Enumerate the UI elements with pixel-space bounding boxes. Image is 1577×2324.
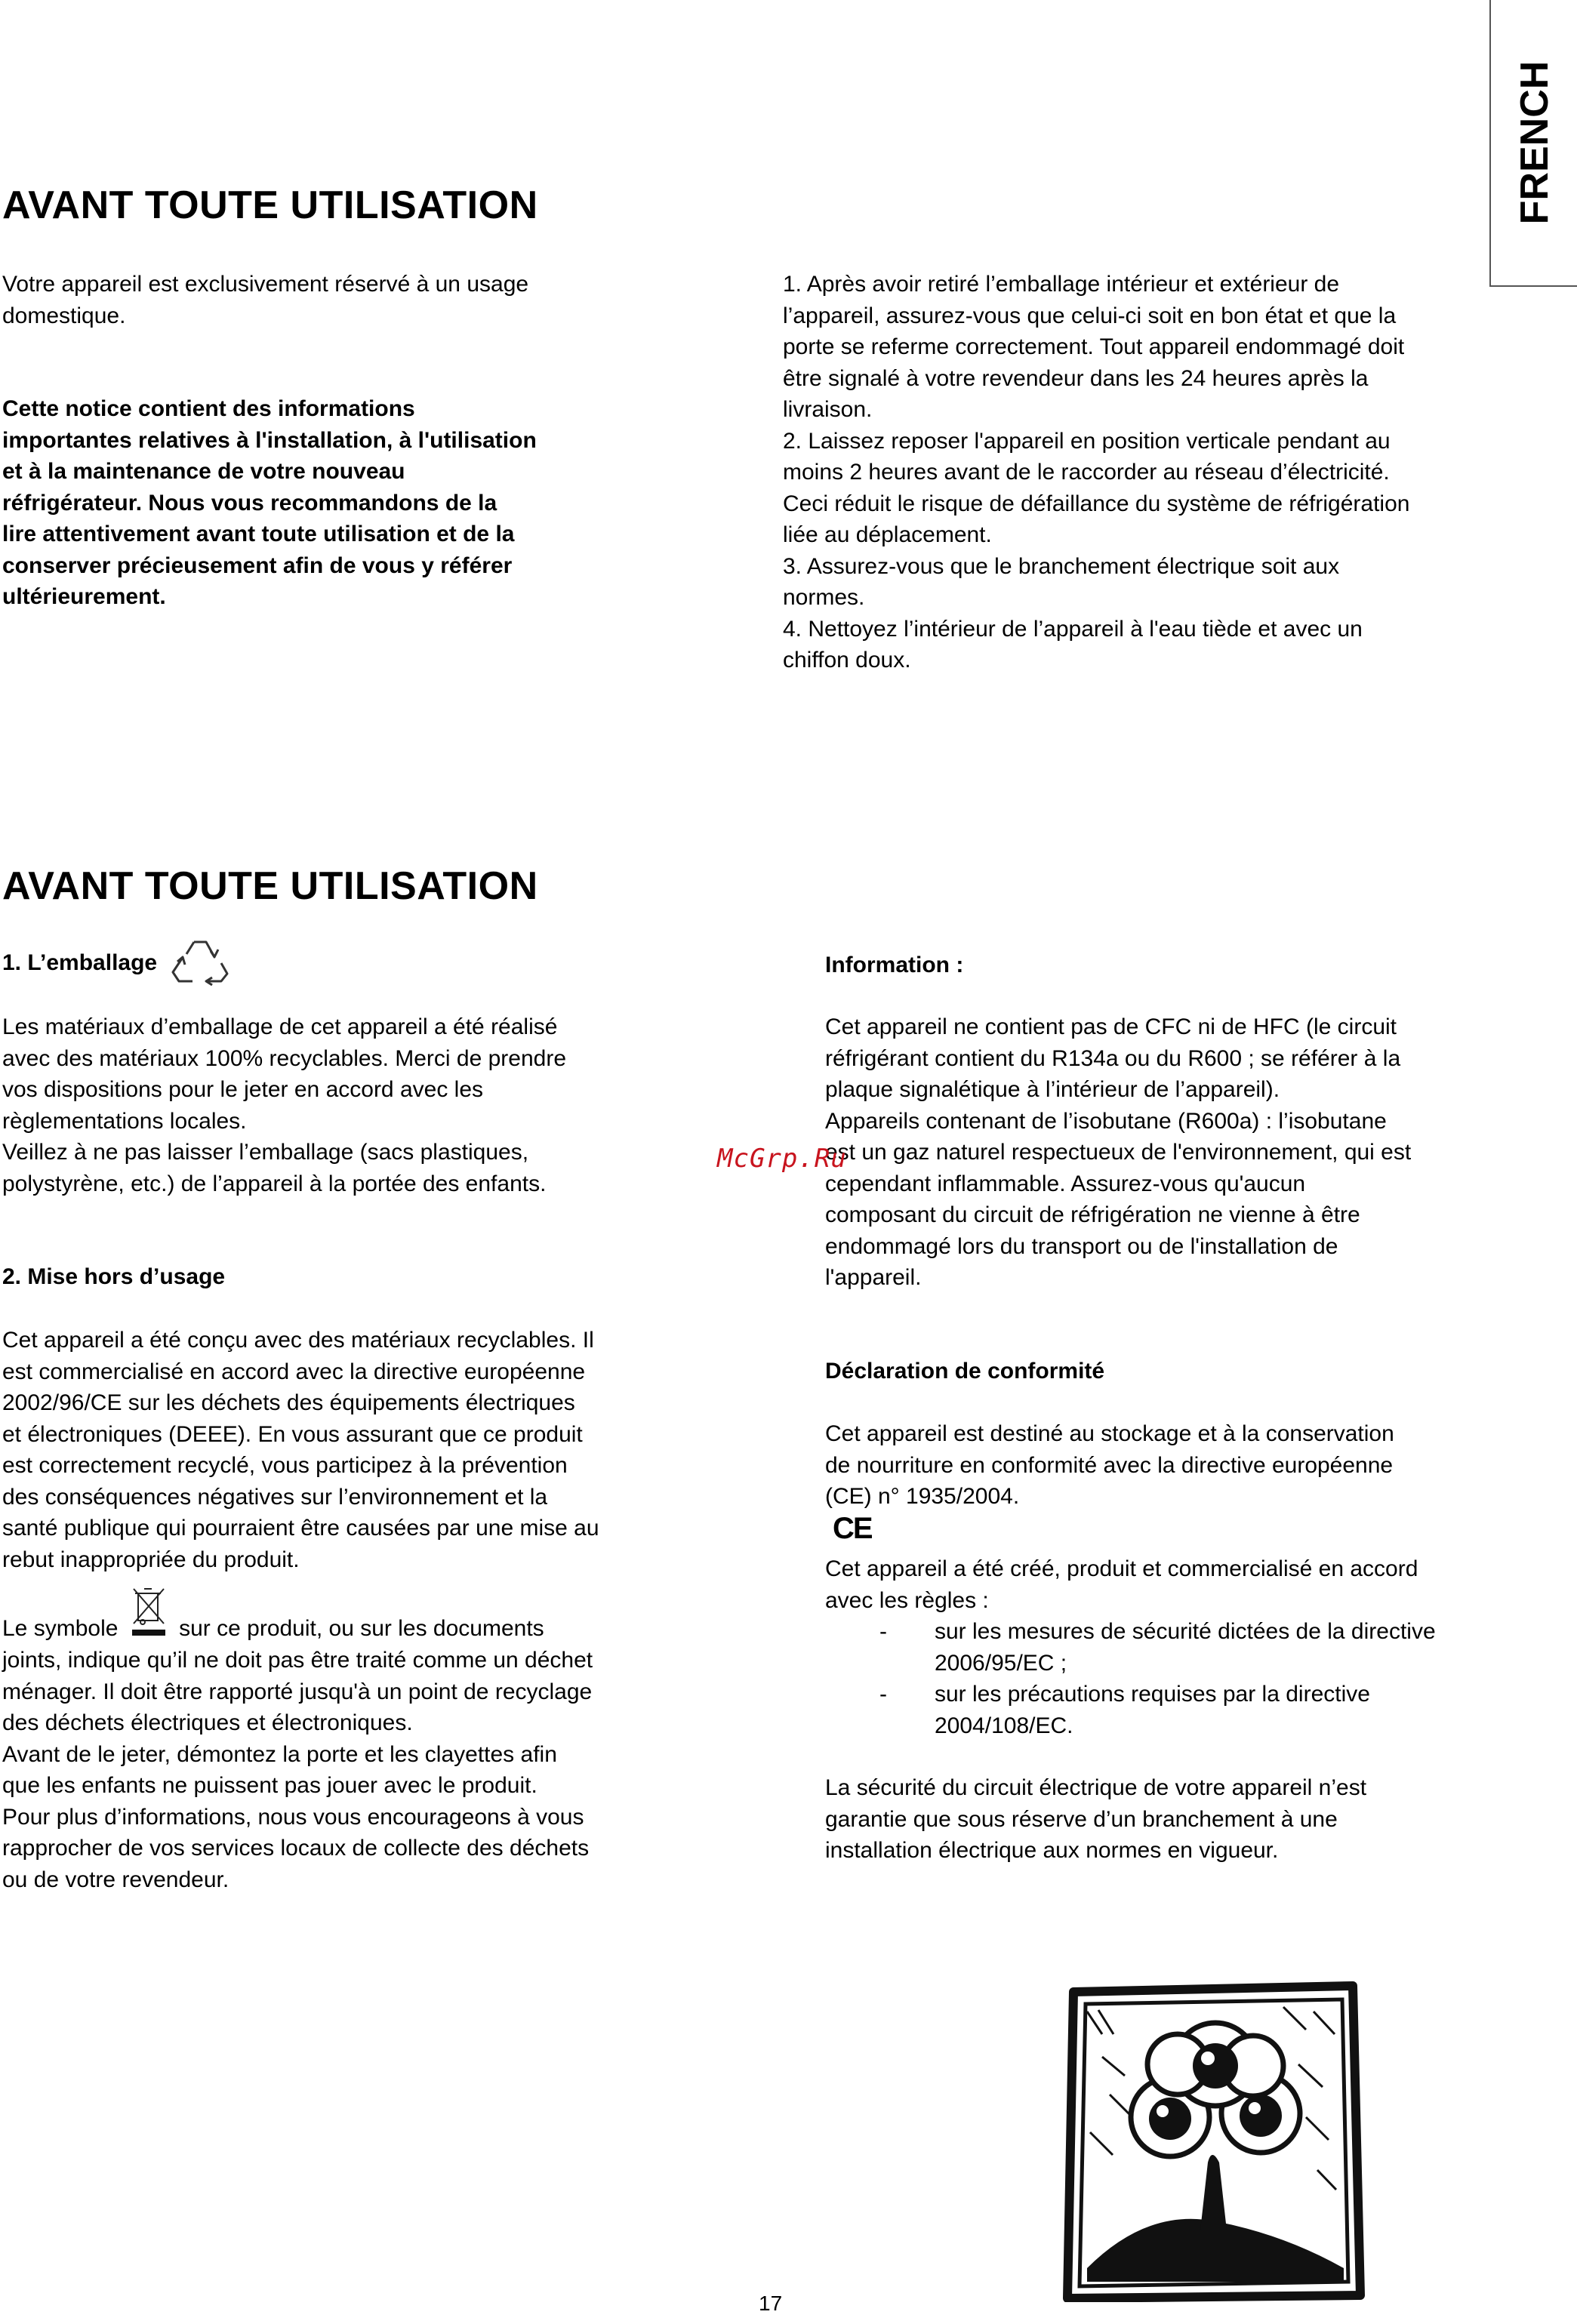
weee-bin-icon	[125, 1614, 173, 1645]
conformity-heading: Déclaration de conformité	[825, 1359, 1105, 1384]
intro-paragraph: Votre appareil est exclusivement réservé à un usage domestique.	[2, 272, 529, 328]
section2-title: AVANT TOUTE UTILISATION	[2, 864, 538, 908]
notice-paragraph: Cette notice contient des informations importantes relatives à l'installation, à l'utilisation et à la maintenance de votre nouveau réfrigérateur. Nous vous recommandons de la lire attentivement avant toute utilisation et de la conserver précieusement afin de vous y référer ultérieurement.	[2, 396, 537, 609]
list-dash: -	[879, 1682, 887, 1707]
conformity-rules-list	[825, 1616, 1565, 1741]
tree-illustration	[1057, 1981, 1366, 2302]
disposal-details-paragraph: joints, indique qu’il ne doit pas être traité comme un déchet ménager. Il doit être rapporté jusqu'à un point de recyclage des déchets électriques et électroniques. Avant de le jeter, démontez la porte et les clayettes afin que les enfants ne puissent pas jouer avec le produit. Pour plus d’informations, nous vous encourageons à vous rapprocher de vos services locaux de collecte des déchets ou de votre revendeur.	[2, 1648, 593, 1892]
conformity-rules-intro: Cet appareil a été créé, produit et commercialisé en accord avec les règles :	[825, 1556, 1418, 1613]
list-item-text: sur les précautions requises par la directive 2004/108/EC.	[935, 1682, 1370, 1738]
safety-paragraph: La sécurité du circuit électrique de votre appareil n’est garantie que sous réserve d’un branchement à une installation électrique aux normes en vigueur.	[825, 1775, 1367, 1863]
weee-symbol-prefix: Le symbole	[2, 1616, 119, 1641]
language-tab	[1489, 0, 1577, 287]
watermark: McGrp.Ru	[717, 1144, 847, 1174]
ce-mark: CE	[833, 1512, 872, 1545]
list-dash: -	[879, 1619, 887, 1644]
information-paragraph: Cet appareil ne contient pas de CFC ni de HFC (le circuit réfrigérant contient du R134a ou du R600 ; se référer à la plaque signalétique à l’intérieur de l’appareil). Appareils contenant de l’isobutane (R600a) : l’isobutane est un gaz naturel respectueux de l'environnement, qui est cependant inflammable. Assurez-vous qu'aucun composant du circuit de réfrigération ne vienne à être endommagé lors du transport ou de l'installation de l'appareil.	[825, 1014, 1412, 1290]
page-number: 17	[759, 2292, 783, 2315]
list-item	[825, 1679, 1565, 1741]
language-tab-label: FRENCH	[1513, 60, 1557, 225]
conformity-paragraph: Cet appareil est destiné au stockage et à la conservation de nourriture en conformité avec la directive européenne (CE) n° 1935/2004.	[825, 1421, 1394, 1509]
information-heading: Information :	[825, 953, 964, 977]
list-item	[825, 1616, 1565, 1679]
section1-title: AVANT TOUTE UTILISATION	[2, 183, 538, 227]
setup-steps: 1. Après avoir retiré l’emballage intérieur et extérieur de l’appareil, assurez-vous que celui-ci soit en bon état et que la porte se referme correctement. Tout appareil endommagé doit être signalé à votre revendeur dans les 24 heures après la livraison. 2. Laissez reposer l'appareil en position verticale pendant au moins 2 heures avant de le raccorder au réseau d’électricité. Ceci réduit le risque de défaillance du système de réfrigération liée au déplacement. 3. Assurez-vous que le branchement électrique soit aux normes. 4. Nettoyez l’intérieur de l’appareil à l'eau tiède et avec un chiffon doux.	[783, 272, 1410, 673]
list-item-text: sur les mesures de sécurité dictées de la directive 2006/95/EC ;	[935, 1619, 1436, 1676]
disposal-paragraph: Cet appareil a été conçu avec des matériaux recyclables. Il est commercialisé en accord avec la directive européenne 2002/96/CE sur les déchets des équipements électriques et électroniques (DEEE). En vous assurant que ce produit est correctement recyclé, vous participez à la prévention des conséquences négatives sur l’environnement et la santé publique qui pourraient être causées par une mise au rebut inappropriée du produit.	[2, 1328, 599, 1572]
packaging-heading-row	[2, 936, 757, 990]
weee-symbol-suffix: sur ce produit, ou sur les documents	[179, 1616, 544, 1641]
disposal-heading: 2. Mise hors d’usage	[2, 1264, 226, 1289]
recycle-icon	[171, 936, 229, 990]
packaging-heading: 1. L’emballage	[2, 950, 158, 975]
weee-symbol-line	[2, 1613, 742, 1645]
packaging-paragraph: Les matériaux d’emballage de cet appareil a été réalisé avec des matériaux 100% recyclables. Merci de prendre vos dispositions pour le jeter en accord avec les règlementations locales. Veillez à ne pas laisser l’emballage (sacs plastiques, polystyrène, etc.) de l’appareil à la portée des enfants.	[2, 1014, 567, 1196]
